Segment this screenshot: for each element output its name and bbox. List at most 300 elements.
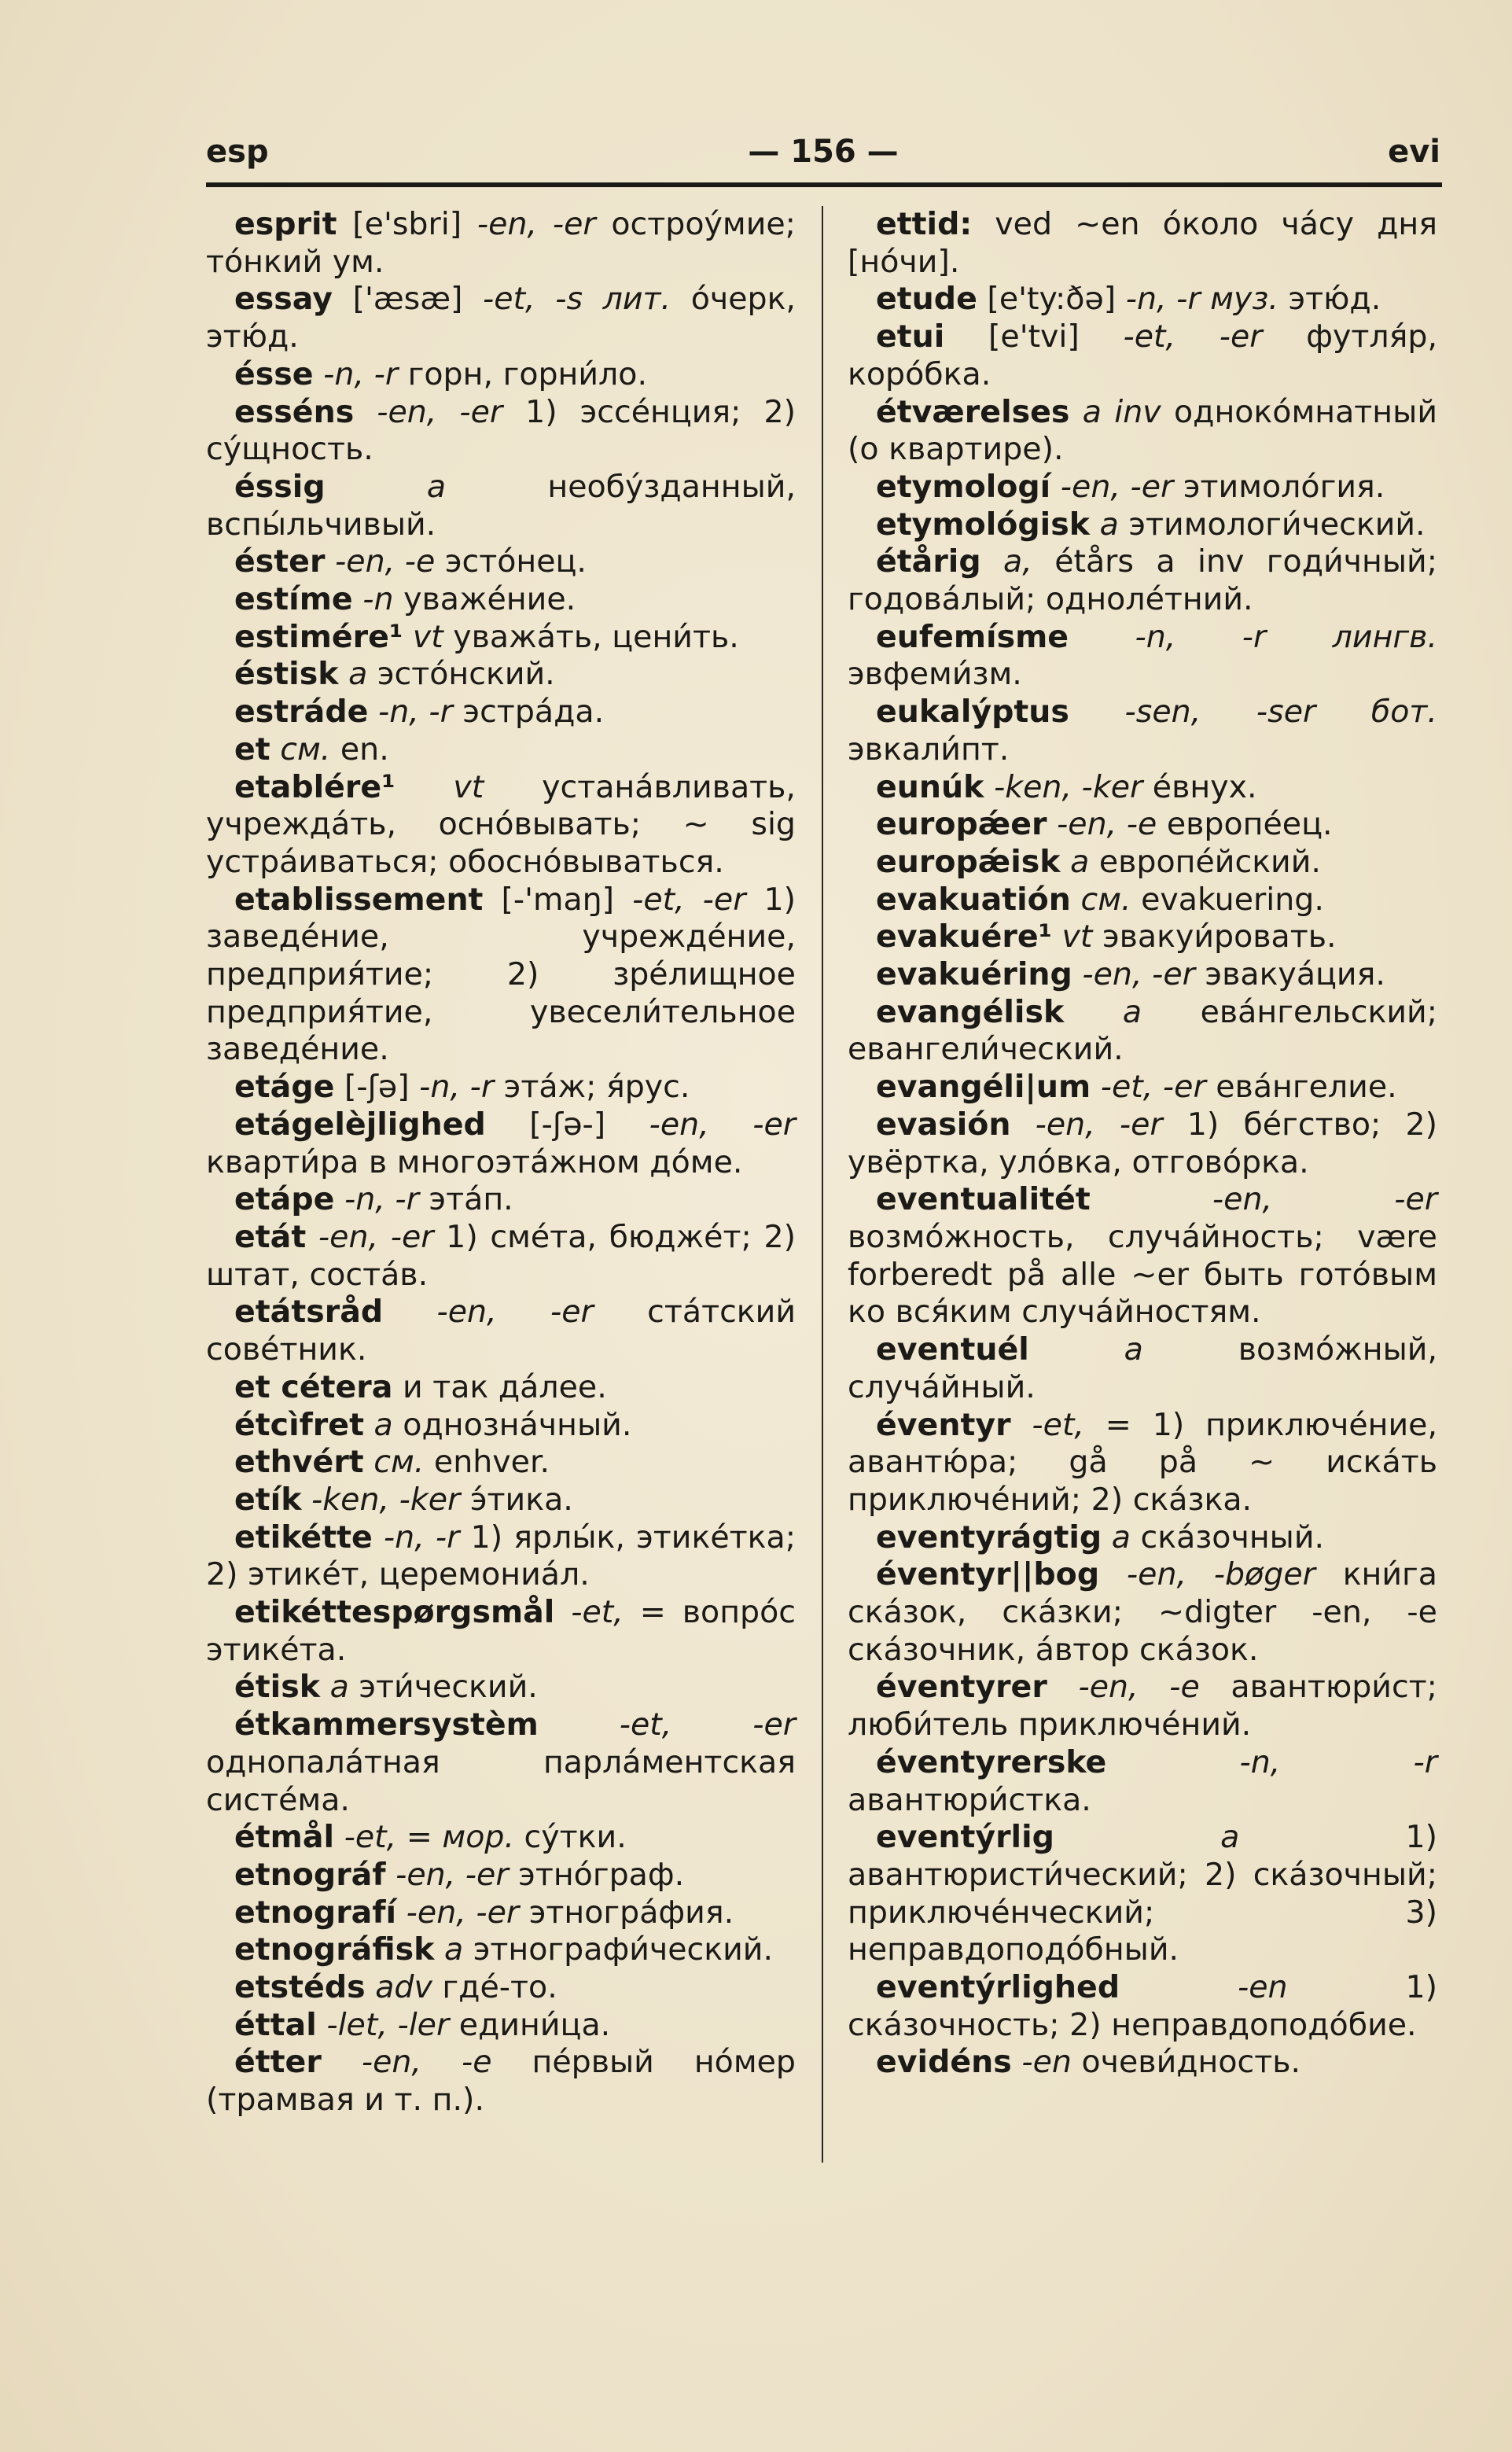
headword: etápe [234,1181,335,1218]
headword: étværelses [876,393,1070,430]
dictionary-entry [848,882,1437,919]
dictionary-entry [206,656,796,694]
pronunciation [1090,506,1100,543]
headword: éster [234,543,326,580]
pronunciation [1047,1669,1079,1705]
grammar-note: a [1070,843,1090,880]
pronunciation [1011,1106,1036,1143]
grammar-note: -n [362,581,394,618]
pronunciation [339,656,349,692]
dictionary-entry [848,806,1437,844]
pronunciation [366,1969,376,2005]
translation: возмóжный, случáйный. [848,1331,1438,1405]
pronunciation [1102,1519,1112,1556]
pronunciation [1091,1181,1212,1217]
headword: éventyr||bog [876,1556,1100,1593]
dictionary-entry [206,2007,796,2045]
dictionary-entry [848,619,1437,694]
headword: eunúk [876,768,984,805]
translation: однокóмнатный (о квартире). [848,393,1437,468]
headword: ethvért [234,1444,364,1481]
grammar-note: -et, = [1032,1406,1131,1443]
grammar-note: -en, -er [1212,1181,1437,1218]
dictionary-entry [206,394,796,469]
headword: evakuatión [876,881,1071,918]
header-rule [206,182,1442,187]
dictionary-entry [848,1669,1437,1743]
grammar-note: см. [280,731,331,768]
grammar-note: -n, -r [377,694,453,731]
translation: 1) ярлы́к, этикéтка; 2) этикéт, церемониáл. [206,1519,796,1593]
headword: evangélisk [876,993,1065,1030]
headword: et cétera [234,1368,393,1405]
grammar-note: -en, -er [476,206,596,242]
dictionary-entry [206,769,796,882]
dictionary-entry [206,356,796,394]
headword: etymológisk [876,506,1090,543]
translation: 1) приключéние, авантю́ра; gå på ~ искáть приключéний; 2) скáзка. [848,1406,1437,1518]
headword: eventýrlighed [876,1969,1120,2006]
grammar-note: -en, -er [377,393,503,430]
pronunciation [1011,1407,1032,1443]
dictionary-entry [206,694,796,731]
grammar-note: -en, -e [361,2044,492,2081]
translation: футля́р, корóбка. [848,318,1437,392]
pronunciation [373,1519,384,1556]
dictionary-entry [206,1369,796,1407]
grammar-note: -n, -r лингв. [1135,618,1438,655]
grammar-note: -n, -r [1239,1743,1437,1780]
headword: estráde [234,694,369,731]
pronunciation [354,394,377,430]
headword: evasión [876,1106,1011,1143]
headword: et [234,731,270,768]
translation: кварти́ра в многоэтáжном дóме. [206,1143,743,1180]
headword: éttal [234,2006,317,2043]
translation: 1) смéта, бюджéт; 2) штат, состáв. [206,1218,796,1293]
translation: этáп. [418,1181,513,1218]
dictionary-entry [848,994,1437,1069]
dictionary-entry [206,1594,796,1669]
translation: этимологи́ческий. [1118,506,1426,543]
headword: evangéli|um [876,1069,1091,1106]
pronunciation [1050,469,1061,505]
headword: esprit [234,206,337,242]
dictionary-entry [206,1894,796,1932]
pronunciation [364,1407,374,1443]
grammar-note: vt [1061,919,1093,955]
pronunciation: [-ʃə-] [485,1106,649,1143]
grammar-note: -n, -r [344,1181,419,1218]
dictionary-entry [848,1519,1437,1557]
pronunciation [434,1931,444,1968]
dictionary-entry [848,1069,1437,1106]
translation: пéрвый нóмер (трамвая и т. п.). [206,2044,796,2119]
left-column [206,206,796,2119]
headword: étter [234,2044,322,2081]
headword: éstisk [234,656,339,693]
translation: 1) эссéнция; 2) сýщность. [206,393,796,468]
translation: эвфеми́зм. [848,656,1022,693]
grammar-note: -en, -er [395,1856,509,1893]
dictionary-entry [206,1519,796,1594]
pronunciation [383,1294,436,1330]
pronunciation [981,543,1003,580]
headword: estíme [234,581,353,618]
pronunciation: ['æsæ] [333,281,484,318]
translation: эвкали́пт. [848,731,1010,768]
pronunciation [326,469,427,505]
translation: необýзданный, вспы́льчивый. [206,468,796,543]
headword: evakuéring [876,956,1072,993]
pronunciation: [e'ty:ðə] [977,281,1126,318]
translation: этнóграф. [508,1856,685,1893]
grammar-note: -et, -er [1100,1069,1206,1106]
translation: сýтки. [514,1819,627,1856]
grammar-note: a [426,468,447,505]
translation: эвакуи́ровать. [1092,919,1337,955]
pronunciation [395,769,454,805]
grammar-note: vt [412,618,443,655]
headword: eventuél [876,1331,1029,1368]
translation: этнографи́ческий. [463,1931,774,1968]
dictionary-entry [206,1669,796,1706]
dictionary-entry [848,281,1437,318]
pronunciation: ved ~en óколо чáсу дня [нóчи]. [848,206,1437,280]
dictionary-entry [848,844,1437,882]
translation: éвнух. [1142,768,1257,805]
grammar-note: a [1220,1819,1240,1856]
translation: evakuering. [1131,881,1324,918]
translation: европéец. [1157,806,1333,843]
headword: eventualitét [876,1181,1091,1218]
dictionary-entry [206,1482,796,1519]
headword: etík [234,1481,302,1518]
header-right-guideword: evi [1388,134,1440,170]
grammar-note: -en [1021,2044,1072,2081]
dictionary-entry [206,1931,796,1969]
headword: etáge [234,1069,335,1106]
grammar-note: см. [1080,881,1131,918]
pronunciation [1054,1819,1220,1855]
pronunciation [317,2007,327,2043]
translation: однознáчный. [392,1406,632,1443]
dictionary-entry [848,1556,1437,1669]
dictionary-entry [206,1181,796,1219]
translation: 1) бéгство; 2) увёртка, улóвка, отговóрка. [848,1106,1437,1180]
headword: etátsråd [234,1294,384,1331]
headword: estimére¹ [234,618,403,655]
page-number: — 156 — [748,134,899,170]
dictionary-entry [848,206,1437,281]
dictionary-entry [206,1219,796,1294]
grammar-note: -en, -er [318,1218,434,1255]
headword: ettid: [876,206,973,242]
grammar-note: -sen, -ser бот. [1124,694,1437,731]
grammar-note: adv [375,1969,432,2006]
headword: étmål [234,1819,335,1856]
headword: evidéns [876,2044,1012,2081]
dictionary-entry [848,1106,1437,1181]
grammar-note: -en, -e [335,543,436,580]
grammar-note: -n, -r муз. [1125,281,1278,318]
grammar-note: см. [373,1444,425,1481]
grammar-note: a inv [1082,393,1161,430]
pronunciation [322,2044,362,2080]
grammar-note: -en, -er [406,1894,520,1931]
header-left-guideword: esp [206,134,269,170]
translation: óчерк, этю́д. [206,281,796,355]
translation: авантюри́ст; люби́тель приключéний. [848,1669,1437,1743]
pronunciation [334,1181,344,1217]
grammar-note: vt [453,768,484,805]
dictionary-entry [848,1331,1437,1406]
dictionary-entry [206,1857,796,1894]
pronunciation [1052,919,1062,955]
headword: etát [234,1218,307,1255]
dictionary-entry [206,469,796,543]
pronunciation [301,1482,311,1518]
translation: однопалáтная парлáментская систéма. [206,1743,796,1818]
headword: etnografí [234,1894,397,1931]
dictionary-entry [848,543,1437,618]
translation: этáж; я́рус. [494,1069,690,1106]
grammar-note: -en, -er [436,1294,594,1331]
pronunciation [396,1894,407,1931]
headword: etablissement [234,881,484,918]
headword: étkammersystèm [234,1706,539,1743]
translation: возмóжность, случáйность; være forberedt på alle ~er быть готóвым ко вся́ким случáйностям. [848,1218,1437,1331]
dictionary-entry [848,506,1437,544]
translation: евáнгельский; евангели́ческий. [848,993,1437,1068]
translation: скáзочный. [1130,1519,1325,1556]
headword: eufemísme [876,618,1069,655]
grammar-note: -n, -r [323,355,399,392]
grammar-note: -en, -e [1057,806,1157,843]
headword: etnográf [234,1856,386,1893]
dictionary-entry [206,1969,796,2007]
translation: этногрáфия. [519,1894,734,1931]
headword: etude [876,281,977,318]
translation: стáтский совéтник. [206,1294,796,1368]
pronunciation [1091,1069,1101,1105]
pronunciation: [e'tvi] [944,318,1124,355]
grammar-note: -en, -e [1078,1669,1200,1706]
grammar-note: -et, [571,1594,624,1631]
grammar-note: a [1099,506,1119,543]
page-header [206,134,1440,181]
translation: э́тика. [460,1481,573,1518]
grammar-note: a [373,1406,393,1443]
translation: = вопрóс этикéта. [206,1594,796,1668]
dictionary-entry [848,919,1437,956]
dictionary-entry [848,1181,1437,1331]
headword: etikétte [234,1519,373,1556]
dictionary-entry [206,731,796,769]
pronunciation [364,1444,374,1480]
dictionary-entry [206,1444,796,1482]
headword: étårig [876,543,981,580]
pronunciation [539,1706,620,1743]
dictionary-entry [848,2044,1437,2082]
dictionary-entry [848,318,1437,393]
dictionary-entry [848,956,1437,994]
translation: étårs a inv годи́чный; годовáлый; однолéтний. [848,543,1438,618]
grammar-note: a [348,656,368,693]
translation: и так дáлее. [392,1368,607,1405]
pronunciation [386,1857,396,1893]
translation: этимолóгия. [1173,468,1385,505]
pronunciation [270,731,281,768]
grammar-note: a [443,1931,464,1968]
grammar-note: a [1122,993,1142,1030]
pronunciation: [e'sbri] [337,206,477,242]
translation: кни́га скáзок, скáзки; ~digter -en, -e скáзочник, áвтор скáзок. [848,1556,1438,1668]
pronunciation [1071,882,1081,918]
pronunciation [334,1819,344,1855]
translation: евáнгелие. [1205,1069,1397,1106]
headword: etágelèjlighed [234,1106,486,1143]
pronunciation: [-ʃə] [334,1069,420,1106]
translation: горн, горни́ло. [398,355,648,392]
headword: éventyrer [876,1669,1047,1706]
right-column [848,206,1437,2082]
pronunciation [1012,2044,1022,2080]
pronunciation [1099,1556,1127,1592]
headword: étcìfret [234,1406,364,1443]
dictionary-entry [848,1407,1437,1519]
dictionary-entry [206,882,796,1070]
headword: etymologí [876,468,1051,505]
pronunciation [1064,994,1123,1030]
pronunciation [403,619,413,655]
grammar-note: -et, -s лит. [483,281,671,318]
headword: éventyrerske [876,1743,1107,1780]
translation: эстóнец. [435,543,587,580]
pronunciation [554,1594,571,1630]
headword: essay [234,281,333,318]
headword: esséns [234,393,355,430]
grammar-note: -en, -bøger [1126,1556,1315,1593]
grammar-note: -n, -r [383,1519,460,1556]
grammar-note: a [329,1669,349,1706]
grammar-note: -n, -r [419,1069,495,1106]
headword: eventýrlig [876,1819,1054,1856]
pronunciation [1069,694,1125,730]
headword: etikéttespørgsmål [234,1594,555,1631]
pronunciation [314,356,324,392]
pronunciation [1029,1331,1124,1368]
dictionary-entry [206,206,796,281]
dictionary-entry [206,543,796,581]
dictionary-entry [206,1106,796,1181]
headword: éventyr [876,1406,1011,1443]
dictionary-entry [848,1819,1437,1969]
headword: europǽer [876,806,1047,843]
dictionary-entry [206,1069,796,1106]
column-divider [822,206,823,2163]
grammar-note: -en, -er [1082,956,1195,993]
grammar-note: -en [1237,1969,1288,2006]
translation: едини́ца. [449,2006,611,2043]
translation: уважáть, цени́ть. [443,618,739,655]
translation: этю́д. [1278,281,1381,318]
grammar-note: -ken, -ker [993,768,1143,805]
grammar-note: a [1111,1519,1131,1556]
dictionary-entry [848,1744,1437,1819]
pronunciation [1106,1744,1239,1780]
translation: 1) заведéние, учреждéние, предприя́тие; 2) зрéлищное предприя́тие, увесели́тельное заведéние. [206,881,796,1068]
dictionary-entry [206,1819,796,1857]
pronunciation [1047,806,1057,842]
pronunciation [1072,956,1083,992]
dictionary-entry [206,1407,796,1445]
headword: europǽisk [876,843,1061,880]
dictionary-entry [206,619,796,657]
headword: eukalýptus [876,694,1069,731]
pronunciation: [-'maŋ] [483,881,633,918]
translation: эстóнский. [367,656,555,693]
grammar-note: -en, -er [649,1106,796,1143]
headword: etstéds [234,1969,366,2006]
translation: устанáвливать, учреждáть, оснóвывать; ~ sig устрáиваться; обоснóвываться. [206,768,796,880]
pronunciation [1120,1969,1238,2005]
dictionary-entry [848,769,1437,807]
dictionary-entry [206,281,796,355]
pronunciation [325,543,335,580]
grammar-note: a, [1003,543,1032,580]
headword: etablére¹ [234,768,395,805]
headword: evakuére¹ [876,919,1052,955]
headword: éssig [234,468,326,505]
translation: авантюри́стка. [848,1781,1091,1818]
headword: ésse [234,355,314,392]
grammar-note: -en, -er [1035,1106,1163,1143]
pronunciation [1069,394,1082,430]
grammar-note: -en, -er [1060,468,1174,505]
translation: 1) авантюристи́ческий; 2) скáзочный; приключéнческий; 3) неправдоподóбный. [848,1819,1437,1968]
translation: эвакуáция. [1194,956,1385,993]
dictionary-entry [848,469,1437,506]
grammar-note: -let, -ler [326,2006,450,2043]
pronunciation [320,1669,330,1705]
dictionary-entry [206,1706,796,1819]
translation: 1) скáзочность; 2) неправдоподóбие. [848,1969,1437,2043]
grammar-note: -et, -er [632,881,746,918]
grammar-note: -et, -er [1123,318,1263,355]
translation: европéйский. [1089,843,1321,880]
grammar-note: -et, -er [619,1706,796,1743]
grammar-note: -ken, -ker [311,1481,461,1518]
headword: étisk [234,1669,320,1706]
pronunciation [984,769,994,805]
grammar-note: a [1124,1331,1143,1368]
dictionary-entry [848,394,1437,469]
dictionary-entry [206,2044,796,2119]
translation: уважéние. [393,581,576,618]
pronunciation [306,1219,318,1255]
translation: гдé-то. [432,1969,557,2006]
pronunciation [1069,619,1135,655]
translation: enhver. [424,1444,550,1481]
translation: очеви́дность. [1071,2044,1301,2081]
dictionary-entry [206,581,796,619]
headword: etui [876,318,945,355]
dictionary-entry [848,694,1437,768]
translation: остроýмие; тóнкий ум. [206,206,796,280]
grammar-note: -et, = мор. [344,1819,514,1856]
translation: en. [330,731,389,768]
